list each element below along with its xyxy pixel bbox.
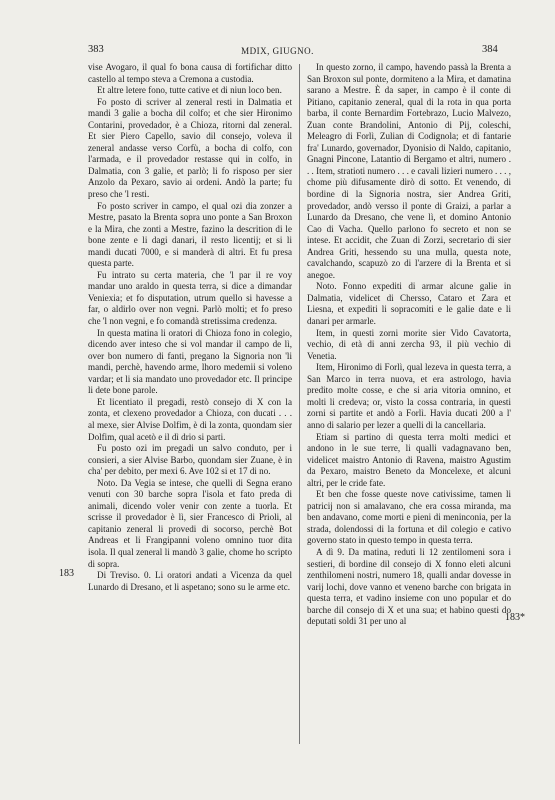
paragraph: Noto. Fonno expediti di armar alcune galie in Dalmatia, videlicet di Chersso, Cataro et Zara et Liesna, et expediti li sopracomiti e le galie date e li danari per armarle. (307, 281, 511, 327)
right-margin-note: 183* (505, 612, 525, 623)
paragraph: Et ben che fosse queste nove cativissime, tamen li patricij non si amalavano, che era cossa miranda, ma ben andavano, come morti e pieni di meninconia, per la strada, dolendossi di la fortuna et dil colegio e cativo governo stato in questo tempo in questa terra. (307, 489, 511, 546)
left-page-number: 383 (88, 44, 104, 55)
left-column (88, 62, 292, 593)
paragraph: Di Treviso. 0. Li oratori andati a Vicenza da quel Lunardo di Dresano, et li aspetano; sono su le arme etc. (88, 570, 292, 592)
paragraph: Etiam si partino di questa terra molti medici et andono in le sue terre, li qualli vadagnavano ben, videlicet maistro Antonio di Ravena, maistro Agustim da Pexaro, maistro Beneto da Moncelexe, et alcuni altri, per le cride fate. (307, 431, 511, 488)
paragraph: A dì 9. Da matina, reduti li 12 zentilomeni sora i sestieri, di bordine dil consejo di X fonno eleti alcuni zenthilomeni nostri, numero 18, qualli andar dovesse in varij lochi, dove vanno et veneno barche con brigata in questa terra, et vadino insieme con uno popular et do barche dil consejo di X et una sua; et habino questi do deputati soldi 31 per uno al (307, 546, 511, 627)
paragraph: vise Avogaro, il qual fo bona causa di fortifichar ditto castello al tempo steva a Cremona a custodia. (88, 62, 292, 84)
paragraph: Et altre letere fono, tutte cative et di niun loco ben. (97, 85, 282, 96)
right-page-number: 384 (482, 44, 498, 55)
left-margin-note: 183 (59, 568, 74, 579)
paragraph: Et licentiato il pregadi, restò consejo di X con la zonta, et clexeno provedador a Chioza, con ducati . . . al mexe, sier Alvise Dolfim, è di la zonta, quondam sier Dolfim, qual acetò e il dì drio si parti. (88, 396, 292, 442)
right-column (307, 62, 511, 628)
column-divider (299, 64, 300, 744)
running-header: MDIX, GIUGNO. (241, 46, 314, 56)
paragraph: In questo zorno, il campo, havendo passà la Brenta a San Broxon sul ponte, dormiteno a la Mira, et damatina sarano a Mestre. È da saper, in campo è il conte di Pitiano, capitanio zeneral, qual di la rota in qua porta barba, il conte Bernardim Fortebrazo, Lucio Malvezo, Zuan conte Brandolini, Antonio di Pij, coleschi, Meleagro di Forlì, Zulian di Codignola; et di fantarie fra' Lunardo, governador, Dyonisio di Naldo, capitanio, Gnagni Pincone, Latantio di Bergamo et altri, numero . . . Item, stratioti numero . . . e cavali lizieri numero . . . , chome più difusamente dirò di sotto. Et venendo, di bordine di la Signoria nostra, sier Andrea Griti, provedador, andò versso il ponte di Graizi, a parlar a Lunardo da Dresano, che vene lì, et domino Antonio Cao di Vacha. Quello parlono fo secreto et non se intese. Et accidit, che Zuan di Zorzi, secretario di sier Andrea Griti, hessendo su una mulla, questa note, cavalchando, scapuzò zo di l'arzere di la Brenta et si anegoe. (307, 62, 511, 280)
paragraph: Fo posto scriver in campo, el qual ozi dia zonzer a Mestre, pasato la Brenta sopra uno ponte a San Broxon e la Mira, che zonti a Mestre, fazino la descrition di le bone zente e li dagi danari, il resto licentij; et si li mandi ducati 7000, e si manderà di altri. Et fu presa questa parte. (88, 200, 292, 269)
paragraph: In questa matina li oratori di Chioza fono in colegio, dicendo aver inteso che si vol mandar il campo de lì, over bon numero di fanti, pregano la Signoria non 'li mandi, perchè, havendo arme, lhoro medemii si voleno vardar; et li sia mandato uno provedador etc. Il principe li dete bone parole. (88, 327, 292, 396)
paragraph: Item, in questi zorni morite sier Vido Cavatorta, vechio, di età di anni zercha 93, il più vechio di Venetia. (307, 327, 511, 361)
paragraph: Item, Hironimo di Forlì, qual lezeva in questa terra, a San Marco in terra nuova, et era astrologo, havia predito molte cosse, e che si aria vitoria omnino, et molti li credeva; or, visto la cossa contraria, in questi zorni si partite et andò a Forlì. Havia ducati 200 a l' anno di salario per lezer a quelli di la cancellaria. (307, 362, 511, 430)
paragraph: Fo posto di scriver al zeneral resti in Dalmatia et mandi 3 galie a bocha dil colfo; et che sier Hironimo Contarini, provedador, è a Chioza, ritorni dal zeneral. Et sier Piero Capello, savio dil consejo, voleva il zeneral andasse verso Corfù, a bocha di colfo, con l'armada, e il provedador restasse qui in colfo, in Dalmatia, con 3 galie, et parlò; li fo risposo per sier Anzolo da Pexaro, savio ai ordeni. Andò la parte; fu preso che 'l resti. (88, 96, 292, 200)
paragraph: Fu posto ozi im pregadi un salvo conduto, per i consieri, a sier Alvise Barbo, quondam sier Zuane, è in cha' per debito, per mexi 6. Ave 102 si et 17 di no. (88, 443, 292, 477)
paragraph: Fu intrato su certa materia, che 'l par il re voy mandar uno araldo in questa terra, si dice a dimandar Veniexia; et fo disputation, utrum quello si havesse a far, o aldirlo over non vegni. Parlò molti; et fo preso che 'l non vegni, e fo comandà stretissima credenza. (88, 269, 292, 327)
paragraph: Noto. Da Vegia se intese, che quelli di Segna erano venuti con 30 barche sopra l'isola et fato preda di animali, dicendo voler venir con zente a tuorla. Et scrisse il provedador è lì, sier Francesco di Prioli, al capitanio zeneral li provedi di socorso, perchè Bot Andreas et li Frangipanni voleno omnino tuor dita isola. Il qual zeneral li mandò 3 galie, chome ho scripto di sopra. (88, 477, 292, 569)
